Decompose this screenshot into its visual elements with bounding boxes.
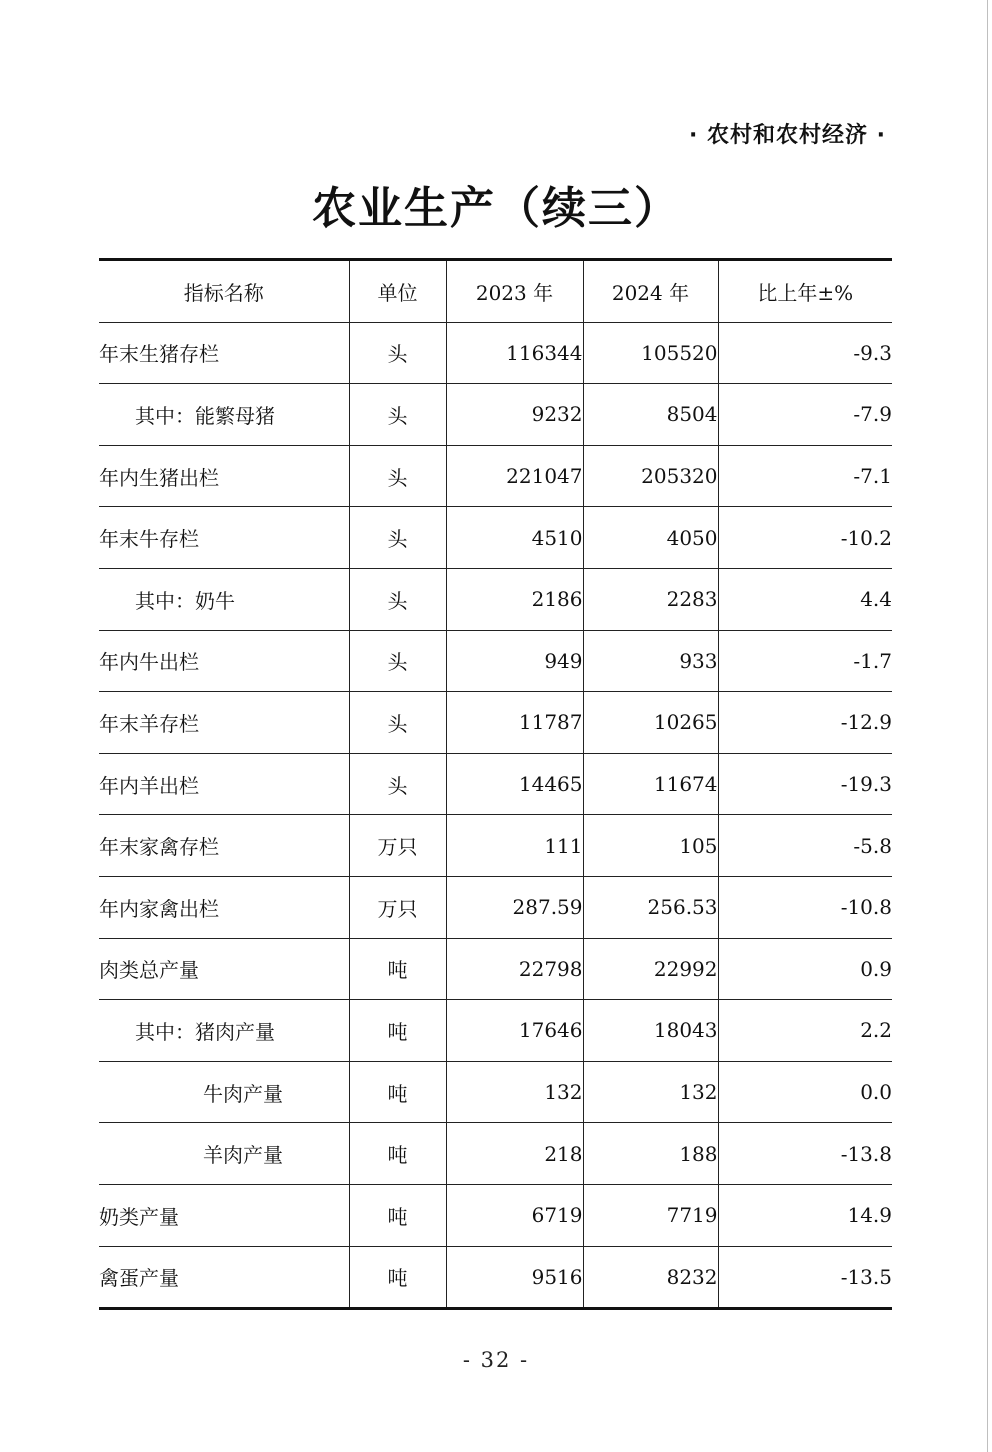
value-2023-cell: 111 [446,815,583,877]
change-percent-cell: 4.4 [718,568,892,630]
unit-cell: 头 [349,568,446,630]
change-percent-cell: -13.8 [718,1123,892,1185]
indicator-name-cell: 年内羊出栏 [99,753,349,815]
table-row [99,1123,892,1185]
table-row [99,753,892,815]
unit-cell: 头 [349,384,446,446]
header-unit: 单位 [349,260,446,323]
value-2023-cell: 9232 [446,384,583,446]
value-2024-cell: 8504 [583,384,718,446]
unit-cell: 头 [349,507,446,569]
value-2024-cell: 22992 [583,938,718,1000]
change-percent-cell: 2.2 [718,1000,892,1062]
value-2024-cell: 105520 [583,322,718,384]
value-2023-cell: 14465 [446,753,583,815]
table-row [99,322,892,384]
table-row [99,938,892,1000]
indicator-name-cell: 年末生猪存栏 [99,322,349,384]
indicator-name-cell: 年末羊存栏 [99,692,349,754]
change-percent-cell: 0.9 [718,938,892,1000]
table-row [99,384,892,446]
header-indicator-name: 指标名称 [99,260,349,323]
table-row [99,815,892,877]
value-2024-cell: 256.53 [583,876,718,938]
change-percent-cell: -10.2 [718,507,892,569]
value-2024-cell: 933 [583,630,718,692]
table-row [99,1246,892,1309]
value-2024-cell: 2283 [583,568,718,630]
value-2024-cell: 7719 [583,1184,718,1246]
header-change-percent: 比上年±% [718,260,892,323]
header-year-2023: 2023 年 [446,260,583,323]
table-row [99,1061,892,1123]
table-row [99,445,892,507]
value-2023-cell: 4510 [446,507,583,569]
change-percent-cell: 14.9 [718,1184,892,1246]
value-2023-cell: 218 [446,1123,583,1185]
table-row [99,1184,892,1246]
table-row [99,630,892,692]
indicator-name-cell: 牛肉产量 [99,1061,349,1123]
table-row [99,568,892,630]
change-percent-cell: -10.8 [718,876,892,938]
change-percent-cell: -19.3 [718,753,892,815]
unit-cell: 头 [349,630,446,692]
table-header-row [99,260,892,323]
value-2023-cell: 9516 [446,1246,583,1309]
value-2023-cell: 11787 [446,692,583,754]
unit-cell: 吨 [349,1246,446,1309]
change-percent-cell: -1.7 [718,630,892,692]
page-title: 农业生产（续三） [312,183,680,234]
unit-cell: 吨 [349,1123,446,1185]
unit-cell: 万只 [349,876,446,938]
unit-cell: 头 [349,445,446,507]
value-2024-cell: 4050 [583,507,718,569]
indicator-name-cell: 奶类产量 [99,1184,349,1246]
value-2024-cell: 8232 [583,1246,718,1309]
table-row [99,1000,892,1062]
header-year-2024: 2024 年 [583,260,718,323]
change-percent-cell: -5.8 [718,815,892,877]
value-2023-cell: 17646 [446,1000,583,1062]
section-header: · 农村和农村经济 · [688,123,886,148]
value-2023-cell: 221047 [446,445,583,507]
value-2023-cell: 287.59 [446,876,583,938]
value-2024-cell: 205320 [583,445,718,507]
value-2024-cell: 11674 [583,753,718,815]
unit-cell: 头 [349,753,446,815]
indicator-name-cell: 年末牛存栏 [99,507,349,569]
value-2024-cell: 132 [583,1061,718,1123]
change-percent-cell: 0.0 [718,1061,892,1123]
unit-cell: 吨 [349,1184,446,1246]
value-2023-cell: 116344 [446,322,583,384]
value-2024-cell: 188 [583,1123,718,1185]
value-2024-cell: 18043 [583,1000,718,1062]
value-2023-cell: 22798 [446,938,583,1000]
change-percent-cell: -13.5 [718,1246,892,1309]
unit-cell: 头 [349,692,446,754]
value-2023-cell: 6719 [446,1184,583,1246]
change-percent-cell: -12.9 [718,692,892,754]
indicator-name-cell: 年内生猪出栏 [99,445,349,507]
indicator-name-cell: 其中：猪肉产量 [99,1000,349,1062]
unit-cell: 头 [349,322,446,384]
table-row [99,876,892,938]
change-percent-cell: -7.1 [718,445,892,507]
page-number: - 32 - [462,1348,530,1372]
unit-cell: 万只 [349,815,446,877]
agriculture-production-table [99,258,892,1310]
value-2024-cell: 105 [583,815,718,877]
value-2023-cell: 949 [446,630,583,692]
value-2024-cell: 10265 [583,692,718,754]
table-body [99,322,892,1309]
indicator-name-cell: 肉类总产量 [99,938,349,1000]
indicator-name-cell: 其中：能繁母猪 [99,384,349,446]
indicator-name-cell: 年内牛出栏 [99,630,349,692]
indicator-name-cell: 禽蛋产量 [99,1246,349,1309]
unit-cell: 吨 [349,1000,446,1062]
table-row [99,507,892,569]
indicator-name-cell: 其中：奶牛 [99,568,349,630]
unit-cell: 吨 [349,1061,446,1123]
indicator-name-cell: 年末家禽存栏 [99,815,349,877]
value-2023-cell: 2186 [446,568,583,630]
unit-cell: 吨 [349,938,446,1000]
change-percent-cell: -7.9 [718,384,892,446]
indicator-name-cell: 年内家禽出栏 [99,876,349,938]
change-percent-cell: -9.3 [718,322,892,384]
value-2023-cell: 132 [446,1061,583,1123]
table-row [99,692,892,754]
indicator-name-cell: 羊肉产量 [99,1123,349,1185]
